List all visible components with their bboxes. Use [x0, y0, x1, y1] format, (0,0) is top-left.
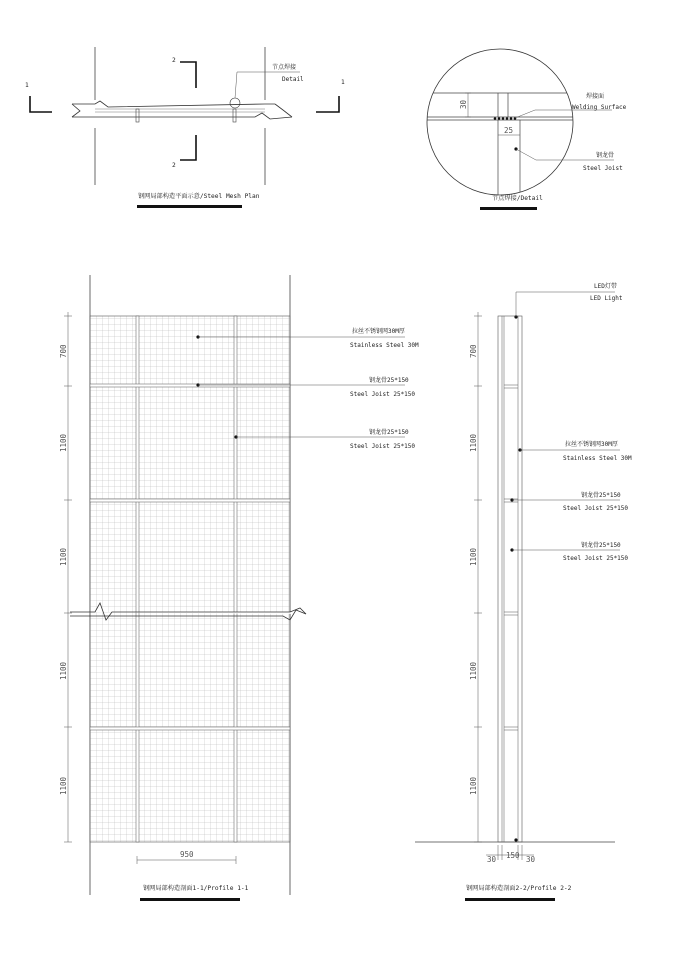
p1-mesh-cn: 拉丝不锈钢网30M厚 — [352, 328, 405, 335]
p2-joist2-cn: 钢龙骨25*150 — [581, 542, 621, 549]
detail-dim-height: 30 — [459, 99, 468, 109]
profile2-title: 钢网局部构造剖面2-2/Profile 2-2 — [466, 885, 572, 892]
detail-title: 节点焊接/Detail — [492, 195, 543, 202]
stainless-mesh-panel — [90, 316, 290, 842]
p1-joist1-en: Steel Joist 25*150 — [350, 391, 416, 398]
p1-dim-5: 1100 — [59, 776, 68, 795]
p2-dim-right: 30 — [526, 855, 536, 864]
detail-callout-circle-icon — [230, 98, 240, 108]
p2-led-en: LED Light — [590, 295, 623, 302]
p2-joist1-en: Steel Joist 25*150 — [563, 505, 629, 512]
weld-detail — [420, 49, 627, 210]
p1-joist2-cn: 钢龙骨25*150 — [369, 429, 409, 436]
profile1-title: 钢网局部构造剖面1-1/Profile 1-1 — [143, 885, 249, 892]
p2-joist1-cn: 钢龙骨25*150 — [581, 492, 621, 499]
profile-2-2 — [415, 282, 632, 901]
p2-mesh-cn: 拉丝不锈钢网30M厚 — [565, 441, 618, 448]
section-mark-1-left: 1 — [25, 82, 29, 89]
detail-welding-cn: 焊接面 — [586, 93, 605, 100]
p2-dim-1: 700 — [469, 344, 478, 358]
p1-dim-bottom: 950 — [180, 850, 194, 859]
p2-dim-mid: 150 — [506, 851, 520, 860]
p1-dim-1: 700 — [59, 344, 68, 358]
p2-mesh-en: Stainless Steel 30M — [563, 455, 632, 462]
plan-callout-cn: 节点焊接 — [272, 64, 297, 71]
p1-dim-2: 1100 — [59, 433, 68, 452]
p2-led-cn: LED灯带 — [594, 283, 617, 290]
p1-joist2-en: Steel Joist 25*150 — [350, 443, 416, 450]
p1-mesh-en: Stainless Steel 30M — [350, 342, 419, 349]
steel-mesh-plan — [25, 47, 345, 208]
p2-dim-4: 1100 — [469, 661, 478, 680]
p1-dim-4: 1100 — [59, 661, 68, 680]
p2-dim-3: 1100 — [469, 547, 478, 566]
section-mark-2-bottom: 2 — [172, 162, 176, 169]
p1-joist1-cn: 钢龙骨25*150 — [369, 377, 409, 384]
detail-joist-en: Steel Joist — [583, 165, 623, 172]
p2-dim-left: 30 — [487, 855, 497, 864]
p2-dim-2: 1100 — [469, 433, 478, 452]
section-mark-2-top: 2 — [172, 57, 176, 64]
p2-dim-5: 1100 — [469, 776, 478, 795]
detail-dim-width: 25 — [504, 126, 514, 135]
section-mark-1-right: 1 — [341, 79, 345, 86]
detail-joist-cn: 钢龙骨 — [596, 152, 615, 159]
p2-joist2-en: Steel Joist 25*150 — [563, 555, 629, 562]
plan-title: 钢网局部构造平面示意/Steel Mesh Plan — [138, 193, 260, 200]
detail-welding-en: Welding Surface — [572, 104, 627, 111]
profile-1-1 — [59, 275, 419, 901]
p1-dim-3: 1100 — [59, 547, 68, 566]
plan-callout-en: Detail — [282, 76, 304, 83]
